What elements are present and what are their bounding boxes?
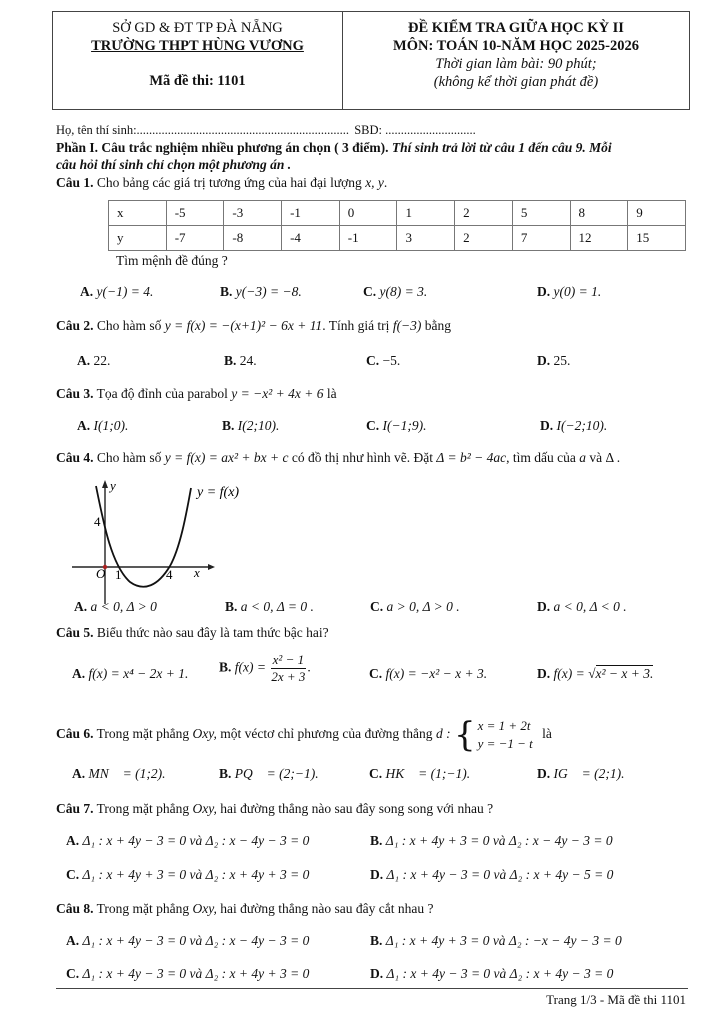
option-text: a < 0, Δ < 0 . [553, 599, 627, 614]
header-right [343, 12, 689, 109]
option-d[interactable] [537, 352, 570, 369]
question-text: Trong mặt phẳng [96, 726, 190, 741]
option-text: I(1;0). [93, 418, 129, 433]
option-b[interactable] [370, 832, 613, 849]
option-text: I(−1;9). [382, 418, 427, 433]
option-label: B. [219, 659, 232, 675]
question-text: . Tính giá trị [322, 318, 390, 333]
option-a[interactable] [80, 283, 153, 300]
option-text: MN⃗ = (1;2). [88, 766, 166, 781]
table-cell: 9 [628, 201, 686, 226]
section-title: Phần I. Câu trắc nghiệm nhiều phương án chọn ( 3 điểm). [56, 140, 389, 155]
question-label: Câu 4. [56, 450, 94, 465]
option-d[interactable] [537, 765, 624, 782]
question-label: Câu 8. [56, 901, 94, 916]
option-a[interactable] [66, 832, 309, 849]
exam-title: ĐỀ KIỂM TRA GIỮA HỌC KỲ II [408, 20, 624, 36]
option-text: Δ₁ : x + 4y − 3 = 0 và Δ₂ : x + 4y − 3 = 0 [386, 966, 614, 981]
option-text: y(8) = 3. [379, 284, 428, 299]
plane-name: Oxy, [192, 726, 217, 741]
option-text: Δ₁ : x + 4y − 3 = 0 và Δ₂ : x + 4y − 5 = 0 [386, 867, 614, 882]
option-b[interactable] [370, 932, 622, 949]
option-text: I(2;10). [237, 418, 280, 433]
question-text: Trong mặt phẳng [96, 901, 190, 916]
question-7 [56, 800, 493, 817]
table-cell: -7 [166, 226, 224, 251]
option-text: f(x) = √ [553, 666, 596, 681]
option-label: A. [66, 933, 80, 948]
option-label: A. [80, 284, 94, 299]
option-label: C. [66, 867, 80, 882]
question-4 [56, 449, 620, 466]
option-label: C. [363, 284, 377, 299]
question-text: có đồ thị như hình vẽ. Đặt [291, 450, 434, 465]
table-cell: 0 [339, 201, 397, 226]
parabola-graph [70, 476, 270, 606]
option-text: a > 0, Δ > 0 . [386, 599, 460, 614]
table-cell: y [109, 226, 167, 251]
option-label: B. [224, 353, 237, 368]
curve-label: y = f(x) [197, 485, 240, 500]
table-cell: -4 [282, 226, 340, 251]
option-d[interactable] [537, 283, 601, 300]
question-8 [56, 900, 433, 917]
option-label: A. [72, 766, 86, 781]
question-1: Câu 1. Cho bảng các giá trị tương ứng của hai đại lượng x, y. [56, 175, 388, 190]
option-text: PQ⃗ = (2;−1). [234, 766, 319, 781]
x-axis-label: x [194, 565, 200, 580]
table-cell: x [109, 201, 167, 226]
question-text: Tọa độ đỉnh của parabol [96, 386, 228, 401]
option-a[interactable] [72, 765, 165, 782]
question-label: Câu 5. [56, 625, 94, 640]
x-axis-arrow-icon [208, 564, 215, 570]
student-name-field[interactable]: Họ, tên thí sinh:.................................................................... [56, 123, 350, 137]
table-cell: 2 [455, 226, 513, 251]
table-cell: -8 [224, 226, 282, 251]
option-a[interactable] [77, 352, 110, 369]
option-a[interactable] [74, 598, 157, 615]
option-c[interactable] [66, 965, 309, 982]
sqrt-radicand: x² − x + 3. [595, 666, 654, 681]
option-label: D. [537, 353, 551, 368]
fraction [269, 652, 307, 685]
option-text: IG⃗ = (2;1). [553, 766, 625, 781]
table-cell: 15 [628, 226, 686, 251]
question-text: một véctơ chỉ phương của đường thẳng [220, 726, 433, 741]
option-label: D. [370, 966, 384, 981]
option-text: y(−3) = −8. [235, 284, 302, 299]
question-vars: x, y [365, 175, 384, 190]
page-footer: Trang 1/3 - Mã đề thi 1101 [546, 992, 686, 1007]
option-label: B. [220, 284, 233, 299]
fraction-numerator: x² − 1 [272, 652, 305, 667]
origin-label: O [96, 566, 106, 581]
option-text: Δ₁ : x + 4y + 3 = 0 và Δ₂ : −x − 4y − 3 = 0 [385, 933, 622, 948]
option-label: C. [366, 353, 380, 368]
option-label: C. [366, 418, 380, 433]
brace-icon: { [453, 714, 476, 755]
option-label: A. [72, 666, 86, 681]
option-label: B. [219, 766, 232, 781]
sbd-field[interactable]: SBD: ............................. [354, 123, 476, 137]
option-text: f(x) = −x² − x + 3. [385, 666, 488, 681]
option-d[interactable] [537, 665, 653, 682]
student-info-line [56, 122, 476, 139]
option-text: y(−1) = 4. [96, 284, 154, 299]
option-text: y(0) = 1. [553, 284, 602, 299]
question-text: là [542, 726, 552, 741]
exam-code: Mã đề thi: 1101 [149, 73, 246, 89]
question-text: hai đường thẳng nào sau đây cắt nhau ? [220, 901, 434, 916]
option-label: C. [369, 766, 383, 781]
question-prompt: Tìm mệnh đề đúng ? [116, 253, 228, 268]
header-left [53, 12, 343, 109]
option-b[interactable] [222, 417, 279, 434]
option-b[interactable] [225, 598, 314, 615]
option-label: D. [537, 284, 551, 299]
option-text: Δ₁ : x + 4y − 3 = 0 và Δ₂ : x − 4y − 3 = 0 [82, 833, 310, 848]
option-d[interactable] [370, 866, 613, 883]
option-a[interactable] [77, 417, 128, 434]
option-d[interactable] [537, 598, 627, 615]
system-row: x = 1 + 2t [477, 717, 531, 733]
question-text: Cho hàm số [96, 318, 162, 333]
question-text: bằng [424, 318, 452, 333]
subject: MÔN: TOÁN 10-NĂM HỌC 2025-2026 [393, 38, 639, 54]
option-text: 22. [93, 353, 111, 368]
option-c[interactable] [363, 283, 427, 300]
y-axis-label: y [110, 478, 116, 493]
option-label: D. [370, 867, 384, 882]
plane-name: Oxy, [192, 801, 217, 816]
option-b[interactable] [219, 652, 311, 685]
option-c[interactable] [369, 765, 470, 782]
option-c[interactable] [366, 417, 426, 434]
option-text: Δ₁ : x + 4y − 3 = 0 và Δ₂ : x + 4y + 3 = 0 [82, 966, 310, 981]
table-cell: 3 [397, 226, 455, 251]
table-cell: 5 [512, 201, 570, 226]
table-cell: -3 [224, 201, 282, 226]
table-cell: -1 [282, 201, 340, 226]
question-text: và Δ . [589, 450, 621, 465]
option-text: −5. [382, 353, 401, 368]
system-row: y = −1 − t [477, 735, 533, 751]
table-cell: 2 [455, 201, 513, 226]
question-5 [56, 624, 329, 641]
option-b[interactable] [220, 283, 302, 300]
option-label: B. [225, 599, 238, 614]
option-d[interactable] [370, 965, 613, 982]
option-text: Δ₁ : x + 4y + 3 = 0 và Δ₂ : x + 4y + 3 = 0 [82, 867, 310, 882]
option-a[interactable] [66, 932, 309, 949]
tick-y-4: 4 [94, 514, 101, 529]
option-b[interactable] [224, 352, 257, 369]
table-cell: 7 [512, 226, 570, 251]
table-cell: 1 [397, 201, 455, 226]
question-text: hai đường thẳng nào sau đây song song với nhau ? [220, 801, 494, 816]
question-text: Cho bảng các giá trị tương ứng của hai đại lượng [96, 175, 362, 190]
table-row-x [109, 201, 686, 226]
question-label: Câu 7. [56, 801, 94, 816]
option-label: D. [540, 418, 554, 433]
question-formula: y = −x² + 4x + 6 [231, 386, 324, 401]
parabola-curve [96, 486, 191, 587]
question-text: , tìm dấu của [506, 450, 576, 465]
option-text: 24. [239, 353, 257, 368]
question-text: Biểu thức nào sau đây là tam thức bậc hai? [96, 625, 329, 640]
table-row-y [109, 226, 686, 251]
option-label: A. [74, 599, 88, 614]
question-label: Câu 2. [56, 318, 94, 333]
option-c[interactable] [66, 866, 309, 883]
question-formula: y = f(x) = −(x+1)² − 6x + 11 [164, 318, 323, 333]
option-text: I(−2;10). [556, 418, 608, 433]
option-label: D. [537, 766, 551, 781]
duration: Thời gian làm bài: 90 phút; [435, 56, 597, 72]
option-text: HK⃗ = (1;−1). [385, 766, 471, 781]
option-c[interactable] [369, 665, 487, 682]
table-cell: -1 [339, 226, 397, 251]
option-label: A. [77, 353, 91, 368]
option-text: f(x) = [234, 659, 266, 675]
option-text: a < 0, Δ > 0 [90, 599, 157, 614]
question-formula: y = f(x) = ax² + bx + c [164, 450, 289, 465]
tick-x-4: 4 [166, 567, 173, 582]
plane-name: Oxy, [192, 901, 217, 916]
option-b[interactable] [219, 765, 319, 782]
option-text: Δ₁ : x + 4y − 3 = 0 và Δ₂ : x − 4y − 3 = 0 [82, 933, 310, 948]
section-instruction-cont: câu hỏi thí sinh chỉ chọn một phương án . [56, 157, 292, 172]
fraction-denominator: 2x + 3 [271, 669, 306, 684]
footer-divider [56, 988, 688, 989]
option-c[interactable] [366, 352, 400, 369]
option-suffix: . [307, 659, 311, 675]
option-a[interactable] [72, 665, 188, 682]
option-label: C. [370, 599, 384, 614]
question-label: Câu 6. [56, 726, 94, 741]
exam-header [52, 11, 690, 110]
table-cell: -5 [166, 201, 224, 226]
option-label: A. [77, 418, 91, 433]
option-c[interactable] [370, 598, 460, 615]
school-name: TRƯỜNG THPT HÙNG VƯƠNG [91, 38, 304, 54]
option-label: B. [370, 933, 383, 948]
option-label: D. [537, 666, 551, 681]
option-label: C. [369, 666, 383, 681]
department: SỞ GD & ĐT TP ĐÀ NẴNG [112, 20, 283, 36]
option-text: 25. [553, 353, 571, 368]
y-axis-arrow-icon [102, 480, 108, 488]
question-text: là [326, 386, 337, 401]
option-text: Δ₁ : x + 4y + 3 = 0 và Δ₂ : x − 4y − 3 = 0 [385, 833, 613, 848]
section-1-header [56, 139, 612, 156]
parametric-system [453, 714, 533, 755]
duration-note: (không kể thời gian phát đề) [433, 74, 599, 90]
question-text: Trong mặt phẳng [96, 801, 190, 816]
tick-x-1: 1 [115, 567, 122, 582]
question-text: Cho hàm số [96, 450, 162, 465]
question-label: Câu 3. [56, 386, 94, 401]
option-text: a < 0, Δ = 0 . [240, 599, 314, 614]
option-label: A. [66, 833, 80, 848]
question-formula: a [579, 450, 586, 465]
table-cell: 12 [570, 226, 628, 251]
section-instruction: Thí sinh trả lời từ câu 1 đến câu 9. Mỗi [391, 140, 612, 155]
question-3 [56, 385, 337, 402]
option-label: C. [66, 966, 80, 981]
question-label: Câu 1. [56, 175, 94, 190]
option-label: D. [537, 599, 551, 614]
option-label: B. [370, 833, 383, 848]
question-formula: f(−3) [392, 318, 422, 333]
value-table [108, 200, 686, 251]
line-name: d : [435, 726, 451, 741]
table-cell: 8 [570, 201, 628, 226]
option-label: B. [222, 418, 235, 433]
option-d[interactable] [540, 417, 607, 434]
question-2 [56, 317, 451, 334]
question-formula: Δ = b² − 4ac [436, 450, 507, 465]
option-text: f(x) = x⁴ − 2x + 1. [88, 666, 189, 681]
question-6 [56, 714, 552, 754]
